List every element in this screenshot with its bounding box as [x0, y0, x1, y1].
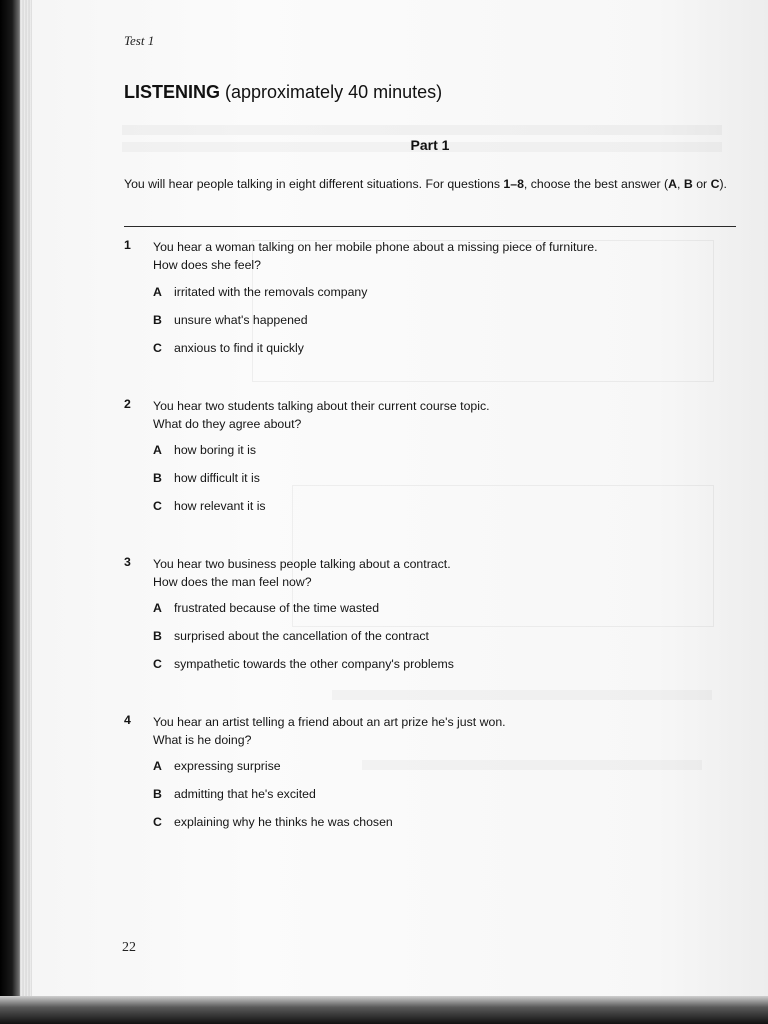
- instructions-letter-c: C: [710, 177, 720, 191]
- option-a: [153, 285, 367, 299]
- option-letter: A: [153, 443, 162, 457]
- question-stem-line: What is he doing?: [153, 733, 252, 747]
- instructions: [124, 175, 740, 193]
- running-head: Test 1: [124, 33, 155, 48]
- option-c: [153, 341, 304, 355]
- option-text: irritated with the removals company: [174, 285, 368, 299]
- question-number: 2: [124, 397, 131, 411]
- option-b: [153, 787, 316, 801]
- option-letter: B: [153, 629, 162, 643]
- question-stem: [153, 555, 451, 591]
- option-text: how boring it is: [174, 443, 257, 457]
- question-stem-line: You hear two business people talking about a contract.: [153, 557, 451, 571]
- question-stem-line: You hear an artist telling a friend about an art prize he's just won.: [153, 715, 506, 729]
- question-stem-line: You hear a woman talking on her mobile phone about a missing piece of furniture.: [153, 240, 598, 254]
- instructions-text: You will hear people talking in eight different situations. For questions: [124, 177, 504, 191]
- section-title: [124, 82, 442, 103]
- part-title: Part 1: [410, 137, 450, 153]
- divider-rule: [124, 226, 736, 227]
- question-number: 4: [124, 713, 131, 727]
- option-text: unsure what's happened: [174, 313, 308, 327]
- option-a: [153, 443, 256, 457]
- question-stem-line: How does the man feel now?: [153, 575, 312, 589]
- show-through-line: [332, 690, 712, 700]
- option-text: expressing surprise: [174, 759, 281, 773]
- show-through-line: [362, 760, 702, 770]
- option-a: [153, 601, 379, 615]
- option-text: frustrated because of the time wasted: [174, 601, 380, 615]
- instructions-letter-b: B: [683, 177, 693, 191]
- option-text: surprised about the cancellation of the contract: [174, 629, 429, 643]
- option-b: [153, 629, 429, 643]
- question-stem-line: What do they agree about?: [153, 417, 302, 431]
- option-text: sympathetic towards the other company's problems: [174, 657, 454, 671]
- option-c: [153, 815, 393, 829]
- option-text: anxious to find it quickly: [174, 341, 304, 355]
- instructions-range: 1–8: [503, 177, 524, 191]
- option-c: [153, 657, 454, 671]
- option-a: [153, 759, 281, 773]
- option-b: [153, 471, 260, 485]
- instructions-letter-a: A: [668, 177, 678, 191]
- option-letter: C: [153, 657, 162, 671]
- option-text: how relevant it is: [174, 499, 266, 513]
- option-letter: B: [153, 471, 162, 485]
- question-number: 3: [124, 555, 131, 569]
- page-number: 22: [122, 940, 136, 955]
- instructions-separator: ,: [677, 177, 684, 191]
- show-through-line: [122, 125, 722, 135]
- option-letter: A: [153, 759, 162, 773]
- option-letter: A: [153, 285, 162, 299]
- option-letter: C: [153, 815, 162, 829]
- option-b: [153, 313, 308, 327]
- option-letter: C: [153, 499, 162, 513]
- option-letter: C: [153, 341, 162, 355]
- question-stem-line: How does she feel?: [153, 258, 262, 272]
- option-text: explaining why he thinks he was chosen: [174, 815, 393, 829]
- option-text: how difficult it is: [174, 471, 260, 485]
- instructions-text: , choose the best answer (: [523, 177, 669, 191]
- bottom-shadow: [0, 996, 768, 1024]
- option-letter: B: [153, 787, 162, 801]
- option-letter: A: [153, 601, 162, 615]
- option-c: [153, 499, 266, 513]
- section-title-bold: LISTENING: [124, 82, 221, 102]
- question-stem: [153, 238, 598, 274]
- section-title-rest: (approximately 40 minutes): [220, 82, 443, 102]
- option-text: admitting that he's excited: [174, 787, 316, 801]
- option-letter: B: [153, 313, 162, 327]
- question-stem: [153, 397, 490, 433]
- binding-shadow: [0, 0, 22, 1024]
- question-stem-line: You hear two students talking about their current course topic.: [153, 399, 490, 413]
- instructions-separator: or: [692, 177, 711, 191]
- question-number: 1: [124, 238, 131, 252]
- instructions-text: ).: [719, 177, 727, 191]
- question-stem: [153, 713, 506, 749]
